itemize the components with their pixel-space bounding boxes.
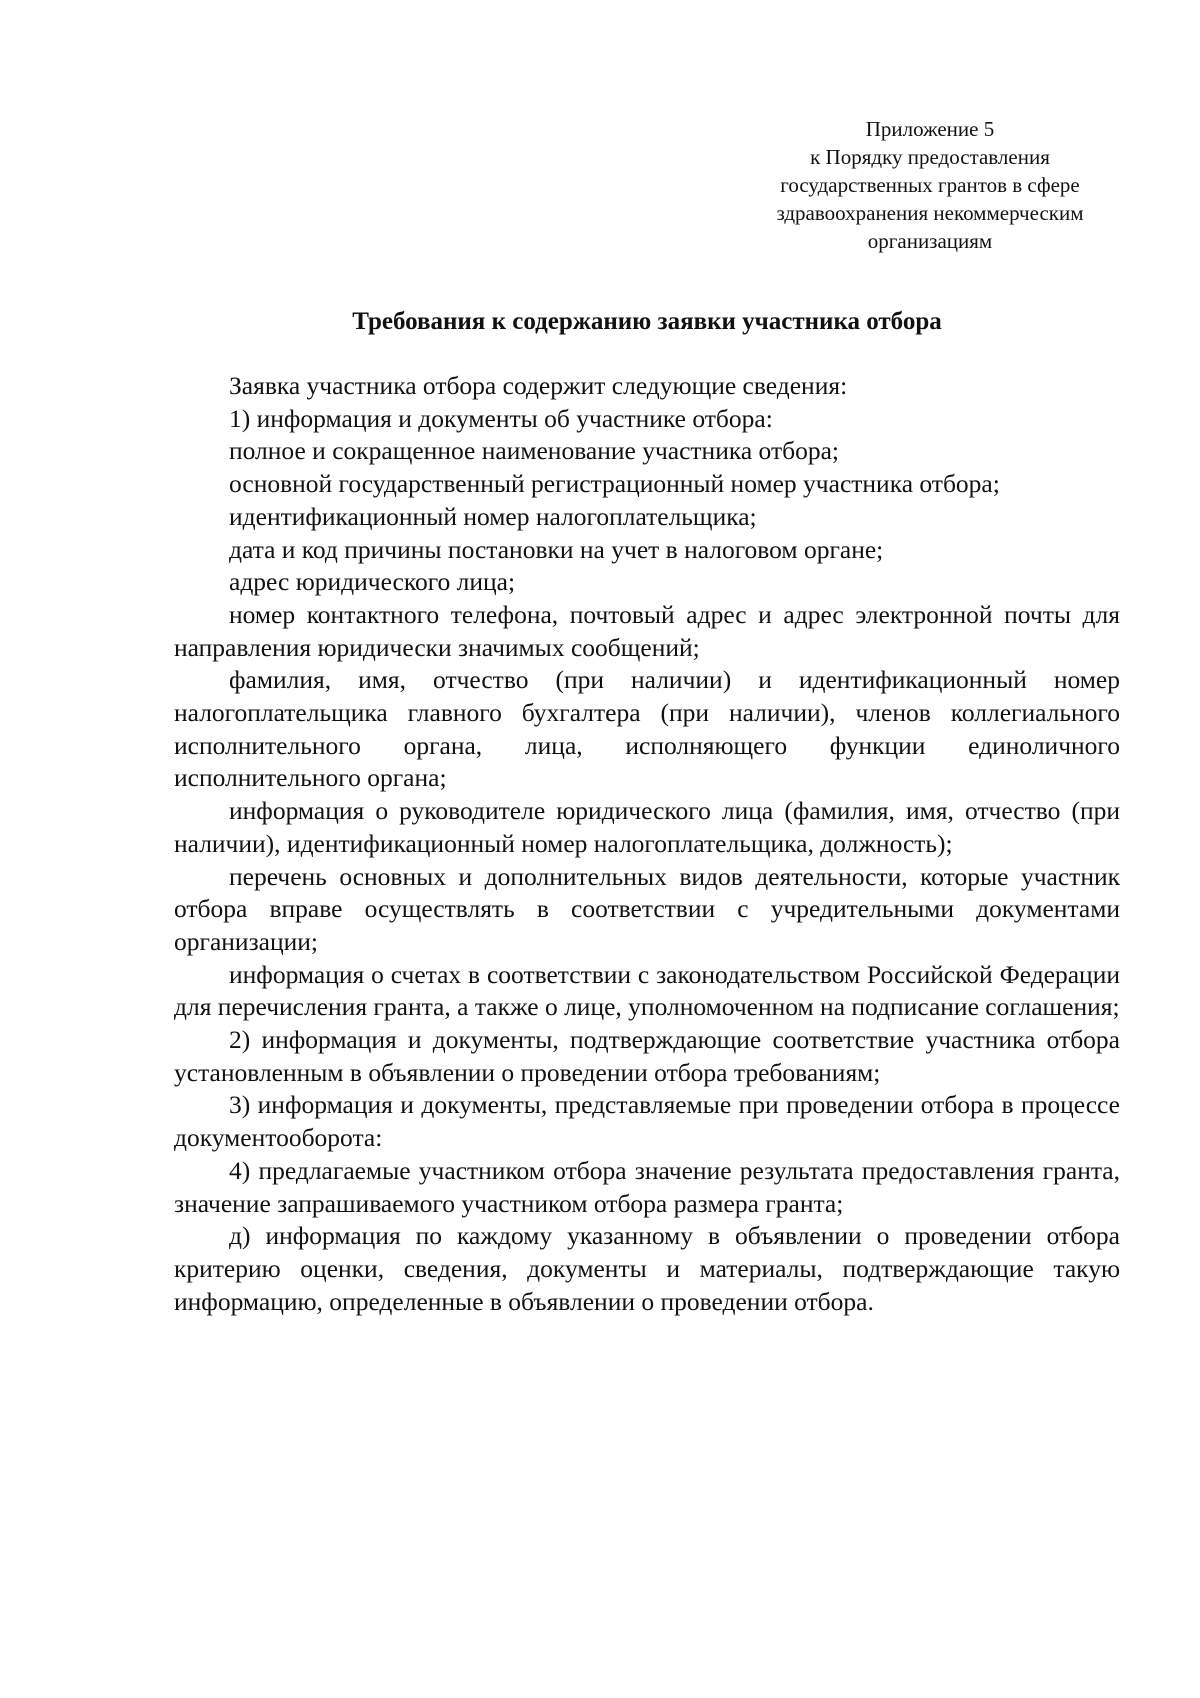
paragraph: 2) информация и документы, подтверждающие соответствие участника отбора установленным в объявлении о проведении отбора требованиям; [174,1025,1120,1087]
appendix-line: здравоохранения некоммерческим [776,201,1084,225]
document-title: Требования к содержанию заявки участника отбора [352,308,942,335]
paragraph: Заявка участника отбора содержит следующие сведения: [229,371,848,400]
paragraph: 3) информация и документы, представляемые при проведении отбора в процессе документооборота: [174,1090,1120,1153]
paragraph: 1) информация и документы об участнике отбора: [229,403,773,433]
appendix-line: Приложение 5 [865,117,995,141]
paragraph: фамилия, имя, отчество (при наличии) и идентификационный номер налогоплательщика главного бухгалтера (при наличии), членов коллегиального исполнительного органа, лица, исполняющего функции единоличного исполнительного органа; [174,665,1120,793]
paragraph: основной государственный регистрационный номер участника отбора; [229,469,1000,499]
document-body [174,370,1120,1318]
paragraph: дата и код причины постановки на учет в налоговом органе; [229,534,884,564]
appendix-line: организациям [867,229,993,253]
paragraph: полное и сокращенное наименование участника отбора; [229,436,839,466]
paragraph: номер контактного телефона, почтовый адрес и адрес электронной почты для направления юридически значимых сообщений; [174,599,1120,662]
paragraph: перечень основных и дополнительных видов деятельности, которые участник отбора вправе осуществлять в соответствии с учредительными документами организации; [174,861,1120,956]
paragraph: идентификационный номер налогоплательщика; [229,501,757,531]
paragraph: д) информация по каждому указанному в объявлении о проведении отбора критерию оценки, сведения, документы и материалы, подтверждающие такую информацию, определенные в объявлении о проведении отбора. [174,1221,1120,1316]
paragraph: информация о руководителе юридического лица (фамилия, имя, отчество (при наличии), идентификационный номер налогоплательщика, должность); [174,796,1120,858]
paragraph: информация о счетах в соответствии с законодательством Российской Федерации для перечисления гранта, а также о лице, уполномоченном на подписание соглашения; [174,959,1120,1022]
paragraph: адрес юридического лица; [229,567,516,597]
appendix-line: к Порядку предоставления [810,145,1050,169]
appendix-header [740,115,1120,255]
appendix-line: государственных грантов в сфере [780,173,1080,197]
paragraph: 4) предлагаемые участником отбора значение результата предоставления гранта, значение запрашиваемого участником отбора размера гранта; [174,1155,1120,1218]
